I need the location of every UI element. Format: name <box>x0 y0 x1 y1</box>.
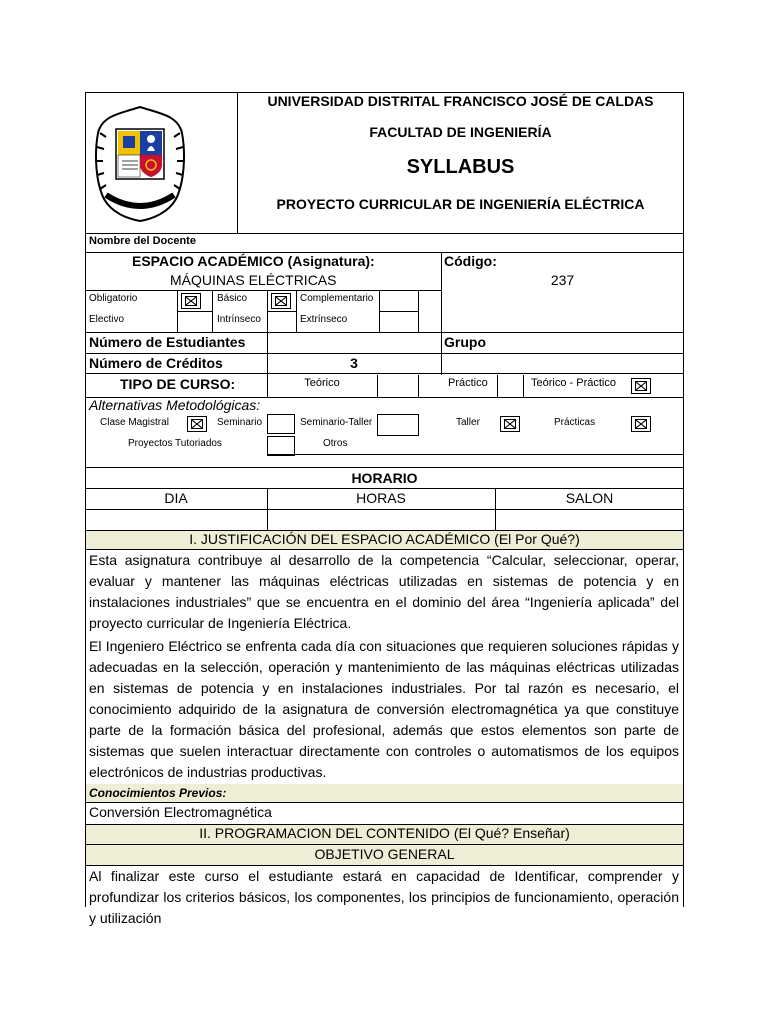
credits-value: 3 <box>350 355 358 371</box>
faculty-name: FACULTAD DE INGENIERÍA <box>369 124 552 140</box>
course-type-label: TIPO DE CURSO: <box>120 376 236 392</box>
project-name: PROYECTO CURRICULAR DE INGENIERÍA ELÉCTRICA <box>276 196 645 212</box>
university-name: UNIVERSIDAD DISTRITAL FRANCISCO JOSÉ DE CALDAS <box>267 93 654 109</box>
category-extrinseco: Extrínseco <box>300 314 348 325</box>
justification-paragraph-1: Esta asignatura contribuye al desarrollo de la competencia “Calcular, seleccionar, operar, evaluar y mantener las máquinas eléctricas utilizadas en sistemas de potencia y en instalaciones industriales” que se encuentra en el dominio del área “Ingeniería aplicada” del proyecto curricular de Ingeniería Eléctrica. <box>89 552 679 631</box>
method-practicas: Prácticas <box>554 417 596 428</box>
method-otros: Otros <box>323 438 348 449</box>
section-2-title: II. PROGRAMACION DEL CONTENIDO (El Qué? Enseñar) <box>199 825 570 841</box>
category-complementario: Complementario <box>300 293 374 304</box>
method-seminario-taller: Seminario-Taller <box>300 417 373 428</box>
teacher-label: Nombre del Docente <box>89 235 196 247</box>
university-seal <box>92 103 188 225</box>
code-label: Código: <box>444 253 497 269</box>
category-intrinseco: Intrínseco <box>217 314 261 325</box>
methods-label: Alternativas Metodológicas: <box>89 397 261 413</box>
students-label: Número de Estudiantes <box>89 334 246 350</box>
checkbox-obligatorio-checked-icon[interactable] <box>181 293 201 309</box>
category-electivo: Electivo <box>89 314 125 325</box>
subject-value: MÁQUINAS ELÉCTRICAS <box>170 272 337 288</box>
credits-label: Número de Créditos <box>89 355 223 371</box>
course-type-teorico-practico: Teórico - Práctico <box>531 377 616 389</box>
checkbox-teorico-practico-checked-icon[interactable] <box>631 378 651 394</box>
subject-label: ESPACIO ACADÉMICO (Asignatura): <box>132 253 375 269</box>
code-value: 237 <box>550 272 575 288</box>
schedule-col-dia: DIA <box>164 490 188 506</box>
seal-emblem-icon <box>92 103 188 225</box>
category-obligatorio: Obligatorio <box>89 293 138 304</box>
schedule-col-salon: SALON <box>565 490 614 506</box>
checkbox-basico-checked-icon[interactable] <box>271 293 291 309</box>
course-type-teorico: Teórico <box>304 377 340 389</box>
method-proyectos-tutoriados: Proyectos Tutoriados <box>128 438 222 449</box>
checkbox-proyectos-tutoriados[interactable] <box>267 436 295 456</box>
category-basico: Básico <box>217 293 248 304</box>
method-seminario: Seminario <box>217 417 263 428</box>
checkbox-taller-checked-icon[interactable] <box>500 416 520 432</box>
group-label: Grupo <box>444 334 486 350</box>
schedule-title: HORARIO <box>351 470 418 486</box>
checkbox-practicas-checked-icon[interactable] <box>631 416 651 432</box>
prior-knowledge-value: Conversión Electromagnética <box>89 804 272 820</box>
method-clase-magistral: Clase Magistral <box>100 417 169 428</box>
schedule-col-horas: HORAS <box>356 490 406 506</box>
checkbox-clase-magistral-checked-icon[interactable] <box>187 416 207 432</box>
objective-general-label: OBJETIVO GENERAL <box>314 846 455 862</box>
section-1-title: I. JUSTIFICACIÓN DEL ESPACIO ACADÉMICO (El Por Qué?) <box>189 531 580 547</box>
objective-general-text: Al finalizar este curso el estudiante estará en capacidad de Identificar, comprender y profundizar los criterios básicos, los componentes, los principios de funcionamiento, operación y utilización <box>89 868 679 926</box>
checkbox-seminario[interactable] <box>267 414 295 434</box>
checkbox-seminario-taller[interactable] <box>377 414 419 436</box>
prior-knowledge-label: Conocimientos Previos: <box>89 786 227 800</box>
course-type-practico: Práctico <box>448 377 488 389</box>
justification-paragraph-2: El Ingeniero Eléctrico se enfrenta cada día con situaciones que requieren soluciones rápidas y adecuadas en la selección, operación y mantenimiento de las máquinas eléctricas utilizadas en sistemas de potencia y en instalaciones industriales. Por tal razón es necesario, el conocimiento adquirido de la asignatura de conversión electromagnética ya que constituye parte de la formación básica del profesional, además que estos elementos son parte de sistemas que suelen interactuar directamente con controles o automatismos de los equipos electrónicos de industrias productivas. <box>89 638 679 780</box>
document-title: SYLLABUS <box>406 156 515 178</box>
method-taller: Taller <box>456 417 480 428</box>
